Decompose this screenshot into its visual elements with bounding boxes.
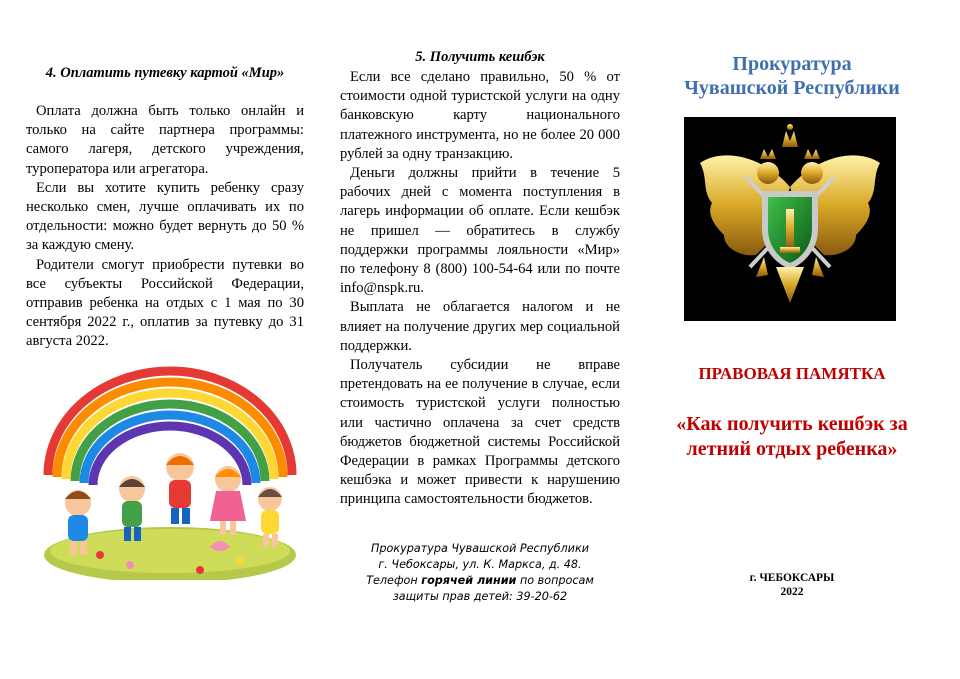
footer-address: г. Чебоксары, ул. К. Маркса, д. 48. (378, 558, 582, 571)
step4-paragraph-1: Оплата должна быть только онлайн и только на сайте партнера программы: самого лагеря, детского учреждения, туроператора или агрегатора. (26, 103, 304, 177)
step4-heading: 4. Оплатить путевку картой «Мир» (45, 65, 285, 81)
step4-paragraph-3: Родители смогут приобрести путевки во все субъекты Российской Федерации, отправив ребенка на отдых с 1 мая по 30 сентября 2022 г., оплатив за путевку до 31 августа 2022. (26, 256, 304, 350)
footer-org: Прокуратура Чувашской Республики (371, 542, 589, 555)
step4-body (26, 102, 304, 352)
rainbow-kids-illustration (40, 365, 300, 580)
memo-title: ПРАВОВАЯ ПАМЯТКА (698, 364, 886, 383)
hotline-post: по вопросам (516, 574, 594, 587)
org-line-1: Прокуратура (732, 53, 852, 75)
step5-paragraph-4: Получатель субсидии не вправе претендовать на ее получение в случае, если стоимость туристской услуги полностью или частично оплачена за счет средств бюджетов бюджетной системы Российской Федерации в рамках Программы детского кешбэка и может привести к нарушению принципа самостоятельности бюджетов. (340, 357, 620, 508)
hotline-pre: Телефон (366, 574, 422, 587)
city: г. ЧЕБОКСАРЫ (749, 572, 835, 584)
prosecutor-emblem (684, 117, 896, 321)
footer-phone: защиты прав детей: 39-20-62 (392, 590, 568, 603)
contact-footer (340, 541, 620, 605)
double-eagle-emblem-icon (684, 117, 896, 321)
step5-paragraph-1: Если все сделано правильно, 50 % от стоимости одной туристской услуги на одну банковскую карту национального платежного инструмента, но не более 20 000 рублей за одну транзакцию. (340, 69, 620, 162)
memo-subtitle (652, 412, 932, 462)
memo-subtitle-line-2: летний отдых ребенка» (686, 438, 898, 460)
step5-body (340, 68, 620, 510)
hotline-bold: горячей линии (421, 574, 517, 587)
organization-title (652, 52, 932, 100)
step5-heading: 5. Получить кешбэк (415, 49, 545, 65)
step5-paragraph-2: Деньги должны прийти в течение 5 рабочих дней с момента поступления в лагерь информации об оплате. Если кешбэк не пришел — обратитесь в службу поддержки программы лояльности «Мир» по телефону 8 (800) 100-54-64 или по почте info@nspk.ru. (340, 165, 620, 297)
step5-paragraph-3: Выплата не облагается налогом и не влияет на получение других мер социальной поддержки. (340, 299, 620, 354)
org-line-2: Чувашской Республики (684, 77, 900, 99)
year: 2022 (780, 586, 804, 598)
footer-hotline (340, 573, 620, 589)
city-year (652, 571, 932, 599)
step4-paragraph-2: Если вы хотите купить ребенку сразу несколько смен, лучше оплачивать их по отдельности: можно будет вернуть до 50 % за каждую смену. (26, 179, 304, 254)
memo-subtitle-line-1: «Как получить кешбэк за (676, 413, 908, 435)
